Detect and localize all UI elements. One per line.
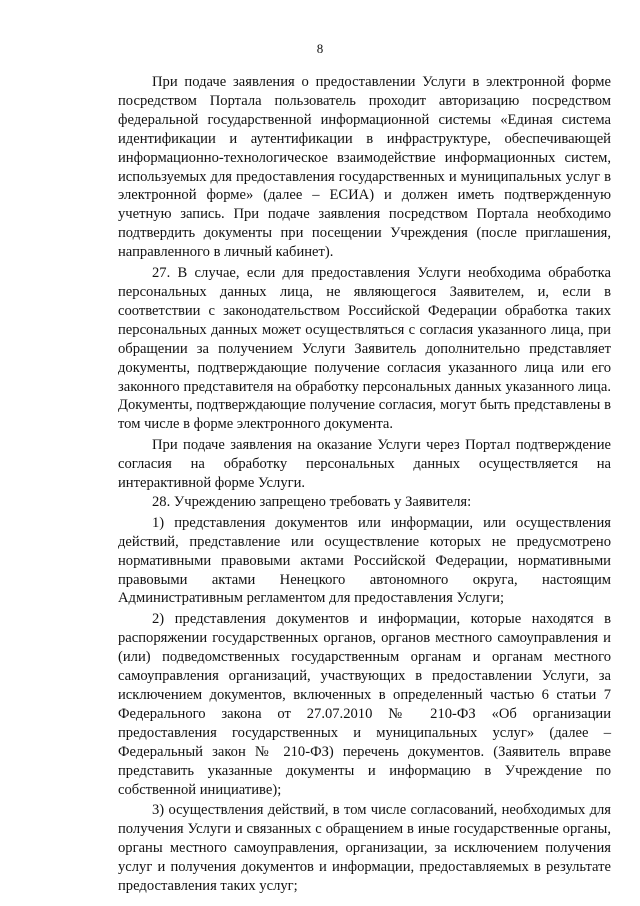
list-item-1: 1) представления документов или информации, или осуществления действий, представление или осуществление которых не предусмотрено нормативными правовыми актами Российской Федерации, нормативными правовыми актами Ненецкого автономного округа, настоящим Административным регламентом для предоставления Услуги; xyxy=(118,514,611,607)
paragraph-portal-consent: При подаче заявления на оказание Услуги через Портал подтверждение согласия на обработку персональных данных осуществляется на интерактивной форме Услуги. xyxy=(118,437,611,492)
document-body xyxy=(118,73,611,896)
list-item-2: 2) представления документов и информации, которые находятся в распоряжении государственных органов, органов местного самоуправления и (или) подведомственных государственным органам и органам местного самоуправления организаций, участвующих в предоставлении Услуги, за исключением документов, включенных в определенный частью 6 статьи 7 Федерального закона от 27.07.2010 № 210-ФЗ «Об организации предоставления государственных и муниципальных услуг» (далее – Федеральный закон № 210-ФЗ) перечень документов. (Заявитель вправе представить указанные документы и информацию в Учреждение по собственной инициативе); xyxy=(118,611,611,798)
page-number: 8 xyxy=(316,41,324,56)
paragraph-27-personal-data: 27. В случае, если для предоставления Услуги необходима обработка персональных данных лица, не являющегося Заявителем, и, если в соответствии с законодательством Российской Федерации обработка таких персональных данных может осуществляться с согласия указанного лица, при обращении за получением Услуги Заявитель дополнительно представляет документы, подтверждающие получение согласия указанного лица или его законного представителя на обработку персональных данных указанного лица. Документы, подтверждающие получение согласия, могут быть представлены в том числе в форме электронного документа. xyxy=(118,265,611,433)
list-item-3: 3) осуществления действий, в том числе согласований, необходимых для получения Услуги и связанных с обращением в иные государственные органы, органы местного самоуправления, организации, за исключением получения услуг и получения документов и информации, предоставляемых в результате предоставления таких услуг; xyxy=(118,802,611,895)
paragraph-portal-authorization: При подаче заявления о предоставлении Услуги в электронной форме посредством Портала пользователь проходит авторизацию посредством федеральной государственной информационной системы «Единая система идентификации и аутентификации в инфраструктуре, обеспечивающей информационно-технологическое взаимодействие информационных систем, используемых для предоставления государственных и муниципальных услуг в электронной форме» (далее – ЕСИА) и должен иметь подтвержденную учетную запись. При подаче заявления посредством Портала необходимо подтвердить документы при посещении Учреждения (после приглашения, направленного в личный кабинет). xyxy=(118,74,611,261)
paragraph-28-prohibitions: 28. Учреждению запрещено требовать у Заявителя: xyxy=(152,493,472,510)
